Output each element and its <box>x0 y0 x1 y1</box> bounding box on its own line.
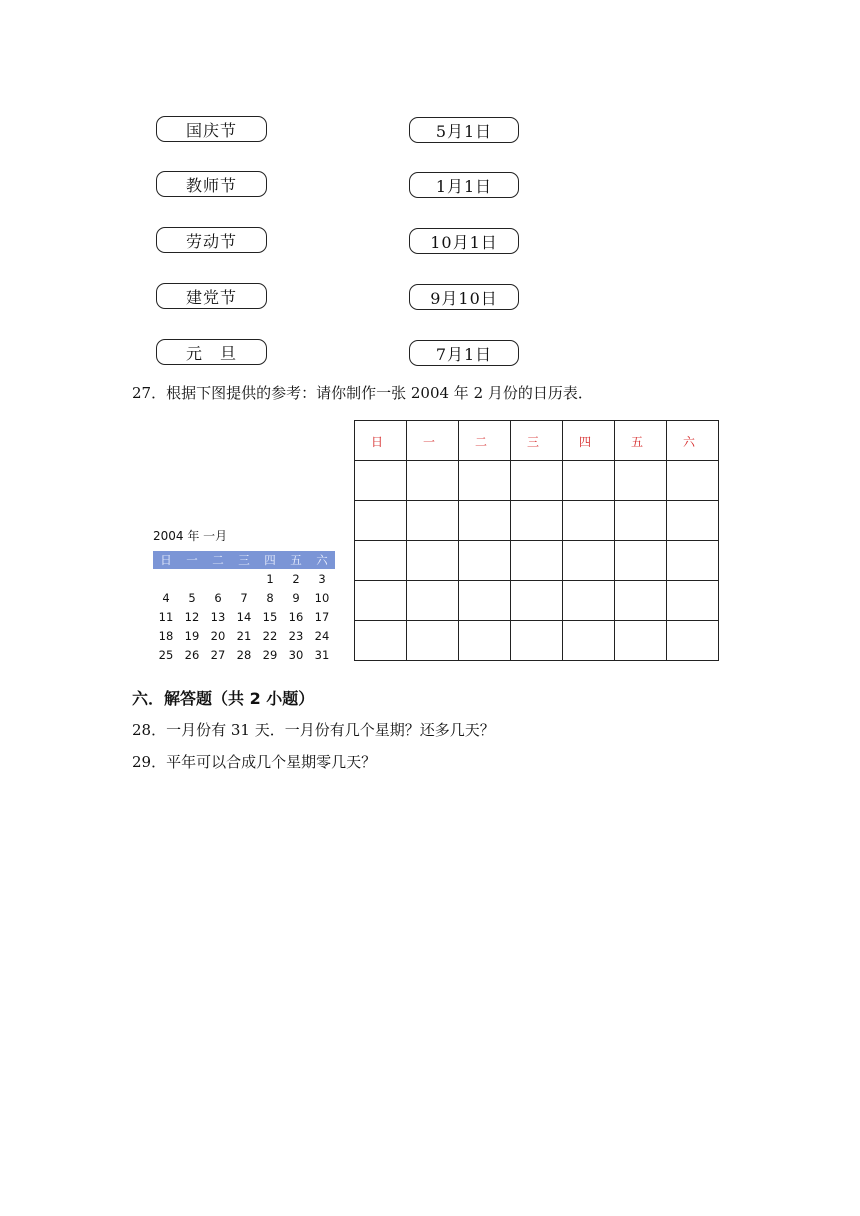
reference-calendar-title: 2004 年 一月 <box>153 529 228 543</box>
question-29: 29．平年可以合成几个星期零几天？ <box>132 753 377 771</box>
blank-calendar-row <box>355 621 719 661</box>
reference-calendar-day <box>205 569 231 588</box>
weekday-header-fri: 五 <box>615 421 667 461</box>
reference-calendar-day: 10 <box>314 590 330 605</box>
reference-calendar-day: 17 <box>314 609 330 624</box>
reference-calendar-body <box>153 569 335 664</box>
reference-calendar-day: 25 <box>158 647 174 662</box>
reference-calendar-day: 5 <box>188 590 196 605</box>
reference-calendar-day: 11 <box>158 609 174 624</box>
blank-calendar-body <box>355 461 719 661</box>
festival-box-4: 建党节 <box>156 283 267 309</box>
reference-calendar-day: 27 <box>210 647 226 662</box>
blank-calendar-cell[interactable] <box>355 581 407 621</box>
reference-calendar-day <box>153 569 179 588</box>
blank-calendar-cell[interactable] <box>563 461 615 501</box>
blank-calendar-row <box>355 461 719 501</box>
date-box-5: 7月1日 <box>409 340 519 366</box>
festival-box-3: 劳动节 <box>156 227 267 253</box>
reference-calendar-day: 28 <box>236 647 252 662</box>
blank-calendar-grid <box>354 420 719 661</box>
weekday-header-sat: 六 <box>667 421 719 461</box>
reference-calendar-day: 19 <box>184 628 200 643</box>
blank-calendar-row <box>355 501 719 541</box>
weekday-header-mon: 一 <box>407 421 459 461</box>
reference-calendar-day <box>231 569 257 588</box>
date-box-2: 1月1日 <box>409 172 519 198</box>
reference-calendar-day: 1 <box>266 571 274 586</box>
reference-calendar-week <box>153 626 335 645</box>
ref-weekday-tue: 二 <box>205 551 231 569</box>
reference-calendar-day: 4 <box>162 590 170 605</box>
reference-calendar-day: 7 <box>240 590 248 605</box>
blank-calendar-row <box>355 541 719 581</box>
blank-calendar-cell[interactable] <box>511 461 563 501</box>
reference-calendar-day: 18 <box>158 628 174 643</box>
blank-calendar-cell[interactable] <box>355 541 407 581</box>
blank-calendar-cell[interactable] <box>355 501 407 541</box>
date-box-1: 5月1日 <box>409 117 519 143</box>
weekday-header-wed: 三 <box>511 421 563 461</box>
date-box-3: 10月1日 <box>409 228 519 254</box>
ref-weekday-fri: 五 <box>283 551 309 569</box>
reference-calendar-day: 26 <box>184 647 200 662</box>
blank-calendar-cell[interactable] <box>563 541 615 581</box>
blank-calendar-cell[interactable] <box>511 501 563 541</box>
reference-calendar-day: 3 <box>318 571 326 586</box>
reference-calendar-week <box>153 607 335 626</box>
blank-calendar-row <box>355 581 719 621</box>
reference-calendar-day: 15 <box>262 609 278 624</box>
reference-calendar-day: 6 <box>214 590 222 605</box>
question-27: 27．根据下图提供的参考：请你制作一张 2004 年 2 月份的日历表． <box>132 384 593 402</box>
ref-weekday-sat: 六 <box>309 551 335 569</box>
blank-calendar-cell[interactable] <box>615 581 667 621</box>
reference-calendar-day: 23 <box>288 628 304 643</box>
weekday-header-thu: 四 <box>563 421 615 461</box>
festival-box-5: 元 旦 <box>156 339 267 365</box>
blank-calendar-cell[interactable] <box>511 621 563 661</box>
reference-calendar-day: 8 <box>266 590 274 605</box>
ref-weekday-wed: 三 <box>231 551 257 569</box>
blank-calendar-cell[interactable] <box>407 581 459 621</box>
reference-calendar-day: 22 <box>262 628 278 643</box>
blank-calendar-cell[interactable] <box>511 581 563 621</box>
blank-calendar-cell[interactable] <box>407 541 459 581</box>
reference-calendar-week <box>153 645 335 664</box>
blank-calendar-cell[interactable] <box>667 501 719 541</box>
blank-calendar-cell[interactable] <box>667 461 719 501</box>
blank-calendar-cell[interactable] <box>667 541 719 581</box>
reference-calendar-day: 30 <box>288 647 304 662</box>
reference-calendar-week <box>153 569 335 588</box>
reference-calendar-day: 24 <box>314 628 330 643</box>
weekday-header-sun: 日 <box>355 421 407 461</box>
ref-weekday-sun: 日 <box>153 551 179 569</box>
blank-calendar-cell[interactable] <box>407 501 459 541</box>
reference-calendar-day: 20 <box>210 628 226 643</box>
ref-weekday-mon: 一 <box>179 551 205 569</box>
reference-calendar <box>153 551 335 664</box>
festival-box-2: 教师节 <box>156 171 267 197</box>
reference-calendar-day: 14 <box>236 609 252 624</box>
weekday-header-tue: 二 <box>459 421 511 461</box>
reference-calendar-day: 21 <box>236 628 252 643</box>
blank-calendar-cell[interactable] <box>355 461 407 501</box>
blank-calendar-cell[interactable] <box>407 461 459 501</box>
blank-calendar-cell[interactable] <box>563 501 615 541</box>
reference-calendar-week <box>153 588 335 607</box>
reference-calendar-day: 2 <box>292 571 300 586</box>
reference-calendar-day: 12 <box>184 609 200 624</box>
blank-calendar-cell[interactable] <box>407 621 459 661</box>
blank-calendar-cell[interactable] <box>355 621 407 661</box>
question-28: 28．一月份有 31 天．一月份有几个星期？还多几天？ <box>132 721 495 739</box>
ref-weekday-thu: 四 <box>257 551 283 569</box>
blank-calendar-cell[interactable] <box>459 581 511 621</box>
reference-calendar-day: 29 <box>262 647 278 662</box>
blank-calendar-cell[interactable] <box>563 581 615 621</box>
blank-calendar-cell[interactable] <box>459 501 511 541</box>
date-box-4: 9月10日 <box>409 284 519 310</box>
reference-calendar-day: 13 <box>210 609 226 624</box>
blank-calendar-cell[interactable] <box>459 541 511 581</box>
section-heading: 六．解答题（共 2 小题） <box>132 689 315 708</box>
blank-calendar-cell[interactable] <box>563 621 615 661</box>
blank-calendar-cell[interactable] <box>615 541 667 581</box>
blank-calendar-cell[interactable] <box>615 501 667 541</box>
blank-calendar-cell[interactable] <box>511 541 563 581</box>
reference-calendar-day: 31 <box>314 647 330 662</box>
blank-calendar-cell[interactable] <box>615 621 667 661</box>
festival-box-1: 国庆节 <box>156 116 267 142</box>
blank-calendar-cell[interactable] <box>667 581 719 621</box>
reference-calendar-day: 9 <box>292 590 300 605</box>
reference-calendar-day: 16 <box>288 609 304 624</box>
blank-calendar-cell[interactable] <box>459 461 511 501</box>
blank-calendar-cell[interactable] <box>459 621 511 661</box>
blank-calendar-cell[interactable] <box>615 461 667 501</box>
blank-calendar-cell[interactable] <box>667 621 719 661</box>
reference-calendar-day <box>179 569 205 588</box>
